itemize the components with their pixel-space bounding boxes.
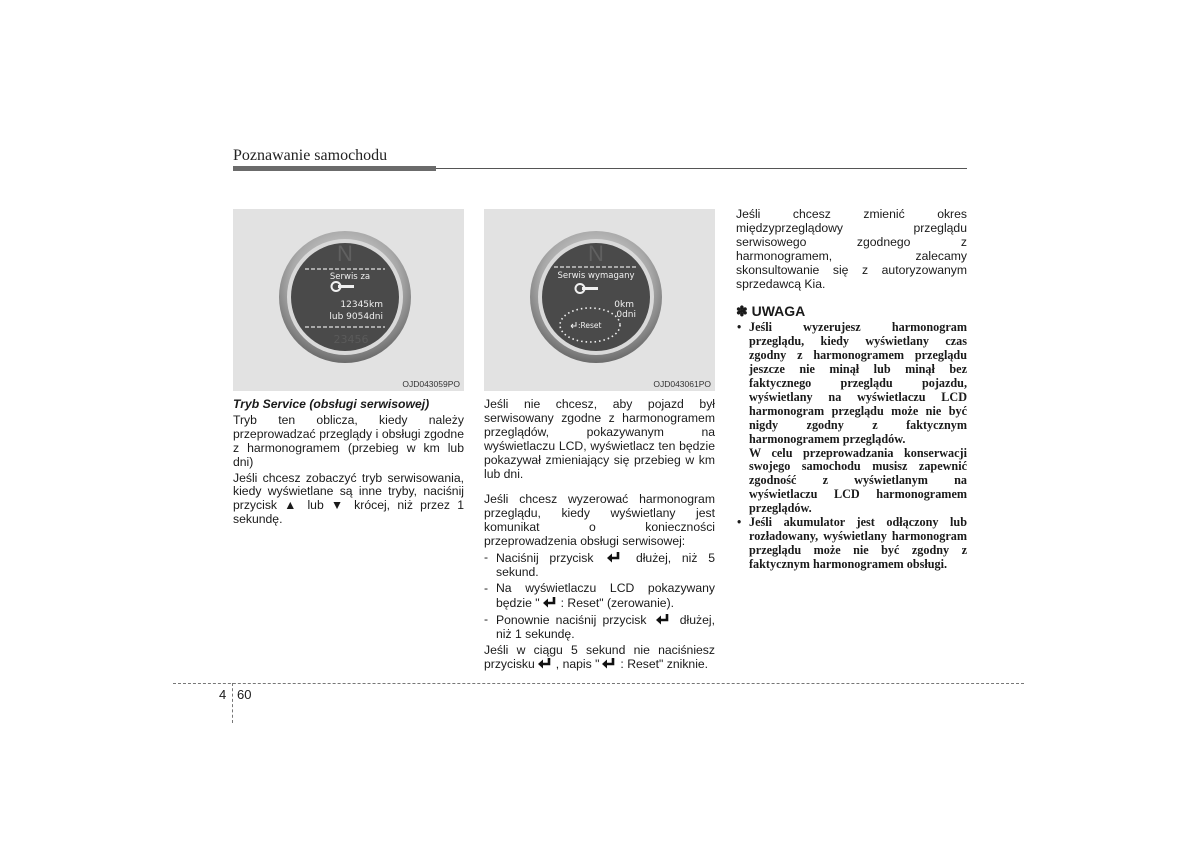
ghost-odometer: 23456 (333, 333, 369, 346)
enter-icon (537, 657, 554, 669)
paragraph: Jeśli chcesz zmienić okres międzyprzeglądowy przeglądu serwisowego zgodnego z harmonogramem, zalecamy skonsultowanie się z autoryzowanym sprzedawcą Kia. (736, 207, 967, 291)
gauge-illustration-2 (484, 209, 715, 391)
display-title: Serwis wymagany (557, 271, 635, 281)
footer-divider (173, 683, 1024, 684)
gauge-illustration-1 (233, 209, 464, 391)
reset-steps (484, 551, 715, 641)
figure-service-interval (233, 209, 464, 391)
header-rule (233, 166, 967, 171)
paragraph (233, 472, 464, 528)
display-distance: 12345km (340, 300, 383, 310)
header-rule-thin (436, 168, 967, 169)
column-2 (484, 398, 715, 674)
note-heading: ✽ UWAGA (736, 303, 806, 320)
enter-icon (601, 657, 618, 669)
section-title: Poznawanie samochodu (233, 147, 388, 164)
column-1 (233, 398, 464, 529)
chapter-number: 4 (219, 687, 227, 702)
display-days: 0dni (616, 310, 636, 320)
figure-caption: Tryb Service (obsługi serwisowej) (233, 397, 430, 411)
enter-icon (542, 596, 559, 608)
figure-service-required (484, 209, 715, 391)
figure-code: OJD043059PO (402, 379, 460, 389)
paragraph: Tryb ten oblicza, kiedy należy przeprowadzać przeglądy i obsługi zgodne z harmonogramem (przebieg w km lub dni) (233, 412, 464, 469)
figure-code: OJD043061PO (653, 379, 711, 389)
ghost-gear: N (588, 241, 604, 266)
list-item: - Na wyświetlaczu LCD pokazywany będzie " : Reset" (zerowanie). (484, 582, 715, 611)
note-block (736, 321, 967, 571)
paragraph: Jeśli chcesz wyzerować harmonogram przeglądu, kiedy wyświetlany jest komunikat o konieczności przeprowadzenia obsługi serwisowej: (484, 492, 715, 549)
paragraph: Jeśli w ciągu 5 sekund nie naciśniesz przycisku , napis " : Reset" zniknie. (484, 642, 715, 672)
page-number: 60 (237, 687, 252, 702)
list-item: - Ponownie naciśnij przycisk dłużej, niż 1 sekundę. (484, 613, 715, 642)
paragraph-text: Jeśli chcesz zobaczyć tryb serwisowania, kiedy wyświetlane są inne tryby, naciśnij przycisk ▲ lub ▼ krócej, (233, 470, 464, 513)
enter-icon (606, 551, 623, 563)
footer-vertical-divider (232, 683, 233, 723)
note-item: • Jeśli wyzerujesz harmonogram przeglądu, kiedy wyświetlany czas zgodny z harmonogramem przeglądu jeszcze nie minął lub minął bez faktycznego przeglądu pojazdu, wyświetlany na wyświetlaczu LCD harmonogram przeglądu może nie być nigdy zgodny z faktycznym harmonogramem przeglądów. (736, 321, 967, 446)
enter-icon (655, 613, 672, 625)
column-3 (736, 208, 967, 572)
note-item-continued: W celu przeprowadzania konserwacji swojego samochodu musisz zapewnić zgodność z wyświetlanym na wyświetlaczu LCD harmonogramem przeglądów. (749, 445, 967, 516)
header-rule-thick (233, 166, 436, 171)
note-item: • Jeśli akumulator jest odłączony lub rozładowany, wyświetlany harmonogram przeglądu może nie być zgodny z faktycznym harmonogramem obsługi. (736, 516, 967, 572)
paragraph-text: niż przez 1 sekundę. (233, 498, 464, 527)
display-reset: :Reset (578, 321, 602, 330)
display-title: Serwis za (329, 272, 371, 282)
list-item: - Naciśnij przycisk dłużej, niż 5 sekund. (484, 551, 715, 580)
paragraph: Jeśli nie chcesz, aby pojazd był serwisowany zgodne z harmonogramem przeglądów, pokazywanym na wyświetlaczu LCD, wyświetlacz ten będzie pokazywał zmieniający się przebieg w km lub dni. (484, 397, 715, 481)
ghost-gear: N (337, 241, 353, 266)
display-days: lub 9054dni (329, 312, 383, 322)
display-distance: 0km (614, 300, 634, 310)
